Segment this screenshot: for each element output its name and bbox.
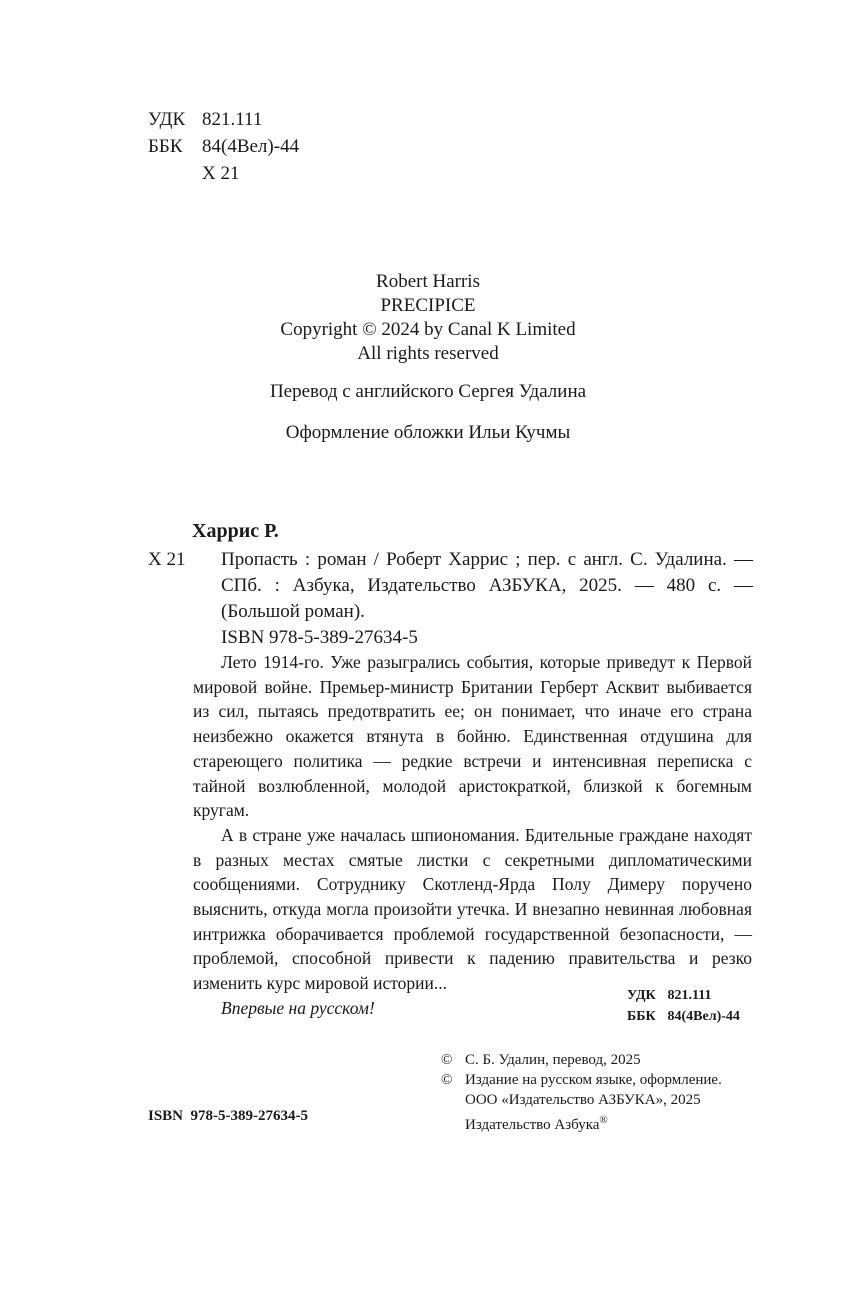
bbk-row	[148, 133, 299, 160]
copyright-line: Copyright © 2024 by Canal K Limited	[280, 319, 576, 340]
imprint-name: Издательство Азбука	[465, 1117, 600, 1133]
registered-mark: ®	[599, 1114, 608, 1126]
copyright-icon: ©	[441, 1052, 453, 1068]
bottom-classification-codes	[627, 985, 740, 1027]
imprint-line	[441, 1110, 722, 1135]
publisher-line: ООО «Издательство АЗБУКА», 2025	[465, 1092, 701, 1108]
isbn-bottom	[148, 1106, 308, 1126]
udk-value: 821.111	[667, 988, 712, 1003]
bbk-value: 84(4Вел)-44	[202, 136, 300, 157]
udk-label: УДК	[627, 988, 656, 1003]
annotation-paragraph: А в стране уже началась шпиономания. Бдительные граждане находят в разных местах смятые листки с секретными дипломатическими сообщениями. Сотруднику Скотленд-Ярда Полу Димеру поручено выяснить, откуда могла произойти утечка. И внезапно невинная любовная интрижка оборачивается проблемой государственной безопасности, — проблемой, способной привести к падению правительства и резко изменить курс мировой истории...	[193, 824, 752, 994]
annotation-paragraph: Лето 1914-го. Уже разыгрались события, которые приведут к Первой мировой войне. Премьер-министр Британии Герберт Асквит выбивается из сил, пытаясь предотвратить ее; он понимает, что иначе его страна неизбежно окажется втянута в бойню. Единственная отдушина для стареющего политика — редкие встречи и интенсивная переписка с тайной возлюбленной, молодой аристократкой, близкой к богемным кругам.	[193, 652, 752, 821]
udk-row	[148, 106, 299, 133]
translation-copyright-row	[441, 1050, 722, 1070]
author-original: Robert Harris	[376, 271, 480, 292]
udk-label: УДК	[148, 109, 186, 130]
translation-copyright: С. Б. Удалин, перевод, 2025	[465, 1052, 641, 1068]
author-mark-row	[148, 160, 299, 187]
copyright-icon: ©	[441, 1072, 453, 1088]
isbn-value: 978-5-389-27634-5	[190, 1108, 309, 1124]
bbk-row	[627, 1006, 740, 1027]
edition-copyright-row	[441, 1070, 722, 1090]
copyright-block	[441, 1050, 722, 1135]
author-mark: Х 21	[202, 163, 240, 184]
original-credits	[0, 270, 856, 366]
bbk-label: ББК	[148, 136, 183, 157]
rights-line: All rights reserved	[357, 343, 499, 364]
edition-copyright: Издание на русском языке, оформление.	[465, 1072, 722, 1088]
udk-value: 821.111	[202, 109, 263, 130]
udk-row	[627, 985, 740, 1006]
translator-line: Перевод с английского Сергея Удалина	[269, 381, 587, 402]
bbk-label: ББК	[627, 1009, 656, 1024]
cover-design-line: Оформление обложки Ильи Кучмы	[285, 422, 571, 443]
catalog-isbn: ISBN 978-5-389-27634-5	[221, 627, 418, 648]
top-classification-codes	[148, 106, 299, 187]
isbn-label: ISBN	[148, 1108, 184, 1124]
catalog-author-heading: Харрис Р.	[192, 520, 279, 542]
title-original: PRECIPICE	[380, 295, 476, 316]
annotation-tagline: Впервые на русском!	[221, 997, 375, 1018]
bibliographic-description: Пропасть : роман / Роберт Харрис ; пер. с англ. С. Удалина. — СПб. : Азбука, Издательство АЗБУКА, 2025. — 480 с. — (Большой роман).	[221, 549, 753, 622]
annotation	[193, 650, 752, 1021]
catalog-author-mark: Х 21	[148, 549, 186, 570]
bbk-value: 84(4Вел)-44	[667, 1009, 740, 1024]
